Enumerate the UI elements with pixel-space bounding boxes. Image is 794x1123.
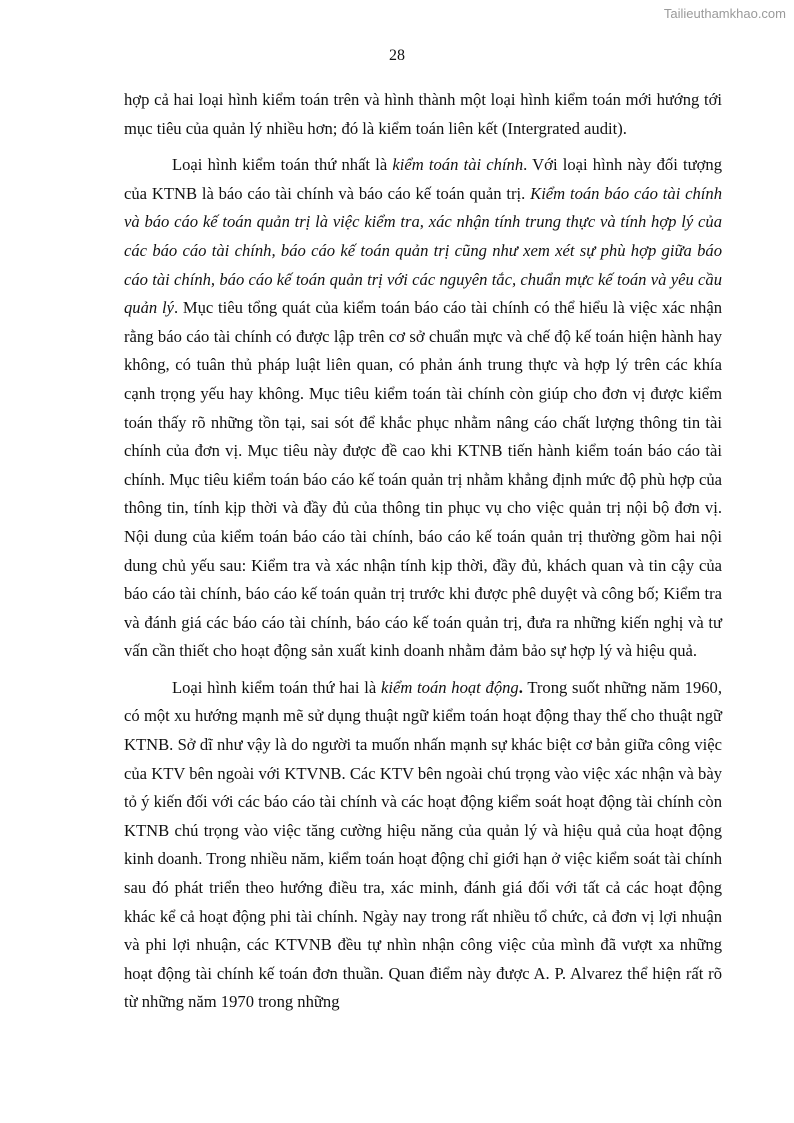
term-period: . <box>518 677 523 697</box>
page-number: 28 <box>389 47 405 64</box>
definition-italic: Kiểm toán báo cáo tài chính và báo cáo kế toán quản trị là việc kiểm tra, xác nhận tính trung thực và tính hợp lý của các báo cáo tài chính, báo cáo kế toán quản trị cũng như xem xét sự phù hợp giữa báo cáo tài chính, báo cáo kế toán quản trị với các nguyên tắc, chuẩn mực kế toán và yêu cầu quản lý <box>124 183 722 318</box>
paragraph-3-text-d: Trong suốt những năm 1960, có một xu hướng mạnh mẽ sử dụng thuật ngữ kiểm toán hoạt động thay thế cho thuật ngữ KTNB. Sở dĩ như vậy là do người ta muốn nhấn mạnh sự khác biệt cơ bản giữa công việc của KTV bên ngoài với KTVNB. Các KTV bên ngoài chú trọng vào việc xác nhận và bày tỏ ý kiến đối với các báo cáo tài chính và các hoạt động kiểm soát hoạt động tài chính còn KTNB chú trọng vào việc tăng cường hiệu năng của quản lý và hiệu quả của hoạt động kinh doanh. Trong nhiều năm, kiểm toán hoạt động chỉ giới hạn ở việc kiểm soát tài chính sau đó phát triển theo hướng điều tra, xác minh, đánh giá đối với tất cả các hoạt động khác kể cả hoạt động phi tài chính. Ngày nay trong rất nhiều tổ chức, cả đơn vị lợi nhuận và phi lợi nhuận, các KTVNB đều tự nhìn nhận công việc của mình đã vượt xa những hoạt động tài chính kế toán đơn thuần. Quan điểm này được A. P. Alvarez thể hiện rất rõ từ những năm 1970 trong những <box>124 677 722 1012</box>
paragraph-2-text-e: . Mục tiêu tổng quát của kiểm toán báo cáo tài chính có thể hiểu là việc xác nhận rằng báo cáo tài chính có được lập trên cơ sở chuẩn mực và chế độ kế toán hiện hành hay không, có tuân thủ pháp luật liên quan, có phản ánh trung thực và hợp lý trên các khía cạnh trọng yếu hay không. Mục tiêu kiểm toán tài chính còn giúp cho đơn vị được kiểm toán thấy rõ những tồn tại, sai sót để khắc phục nhằm nâng cáo chất lượng thông tin tài chính của đơn vị. Mục tiêu này được đề cao khi KTNB tiến hành kiểm toán báo cáo tài chính. Mục tiêu kiểm toán báo cáo kế toán quản trị nhằm khẳng định mức độ phù hợp của thông tin, tính kịp thời và đầy đủ của thông tin phục vụ cho việc quản trị nội bộ đơn vị. Nội dung của kiểm toán báo cáo tài chính, báo cáo kế toán quản trị thường gồm hai nội dung chủ yếu sau: Kiểm tra và xác nhận tính kịp thời, đầy đủ, khách quan và tin cậy của báo cáo tài chính, báo cáo kế toán quản trị trước khi được phê duyệt và công bố; Kiểm tra và đánh giá các báo cáo tài chính, báo cáo kế toán quản trị, đưa ra những kiến nghị và tư vấn cần thiết cho hoạt động sản xuất kinh doanh nhằm đảm bảo sự hợp lý và hiệu quả. <box>124 298 722 661</box>
paragraph-3-text-a: Loại hình kiểm toán thứ hai là <box>172 677 381 697</box>
term-operational-audit: kiểm toán hoạt động <box>380 677 519 697</box>
paragraph-2-text-c: . Với loại hình này đối tượng của KTNB là báo cáo tài chính và báo cáo kế toán quản trị. <box>124 155 722 203</box>
paragraph-2-text-a: Loại hình kiểm toán thứ nhất là <box>172 155 393 175</box>
paragraph-2 <box>124 151 722 666</box>
paragraph-3 <box>124 674 722 1017</box>
paragraph-1: hợp cả hai loại hình kiểm toán trên và hình thành một loại hình kiểm toán mới hướng tới mục tiêu của quản lý nhiều hơn; đó là kiểm toán liên kết (Intergrated audit). <box>124 90 722 138</box>
document-body <box>124 86 722 1025</box>
watermark: Tailieuthamkhao.com <box>663 6 786 21</box>
term-financial-audit: kiểm toán tài chính <box>392 155 524 175</box>
